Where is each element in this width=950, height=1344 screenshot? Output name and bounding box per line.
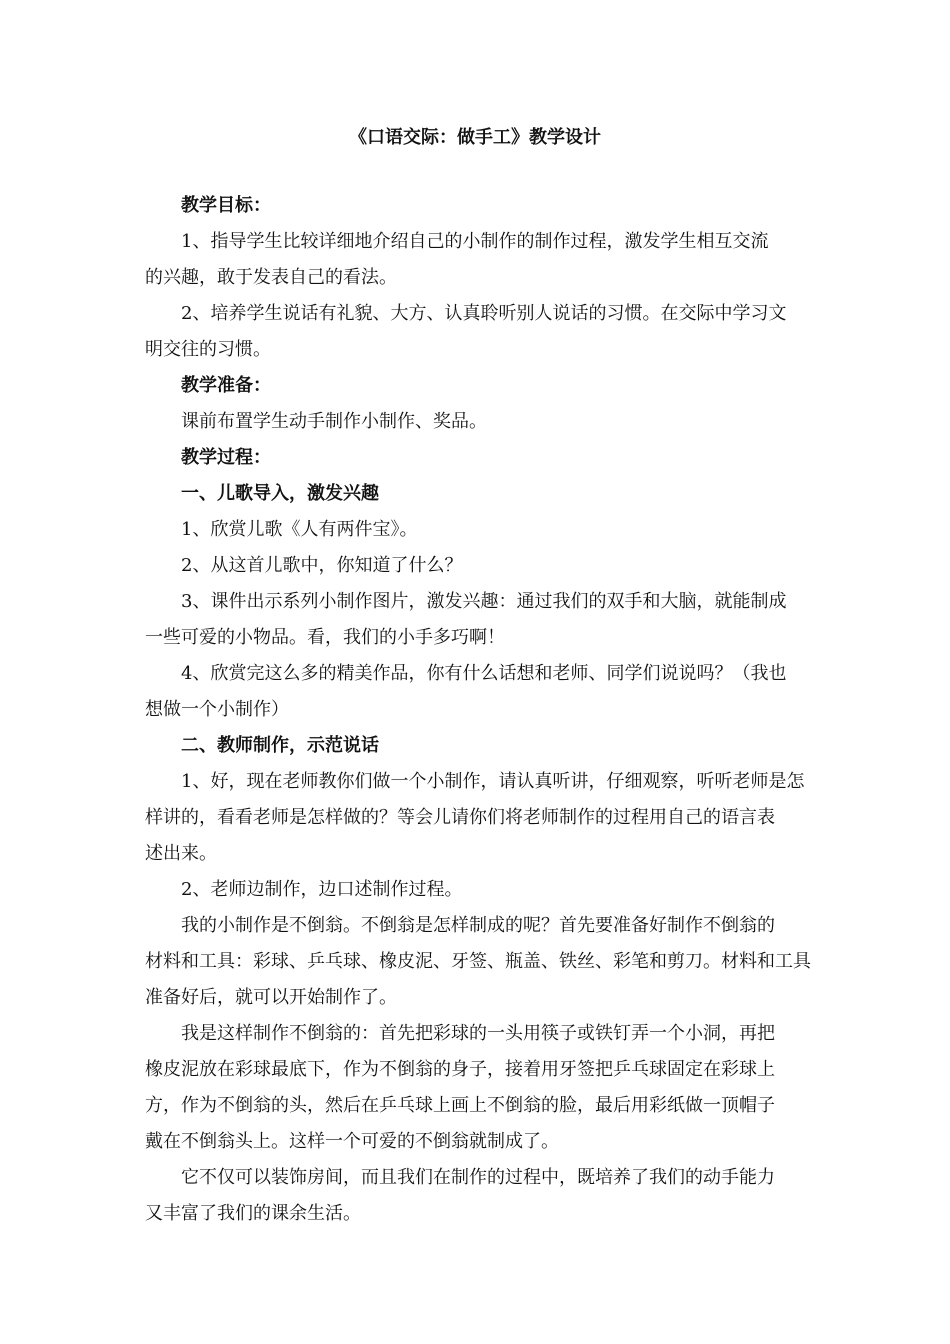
paragraph-line: 戴在不倒翁头上。这样一个可爱的不倒翁就制成了。 bbox=[145, 1131, 559, 1152]
paragraph-line: 准备好后，就可以开始制作了。 bbox=[145, 987, 397, 1008]
paragraph-line: 1、好，现在老师教你们做一个小制作，请认真听讲，仔细观察，听听老师是怎 bbox=[181, 771, 805, 792]
paragraph-line: 方，作为不倒翁的头，然后在乒乓球上画上不倒翁的脸，最后用彩纸做一顶帽子 bbox=[145, 1095, 775, 1116]
paragraph-line: 它不仅可以装饰房间，而且我们在制作的过程中，既培养了我们的动手能力 bbox=[181, 1167, 775, 1188]
paragraph-line: 明交往的习惯。 bbox=[145, 339, 271, 360]
paragraph-line: 1、欣赏儿歌《人有两件宝》。 bbox=[181, 519, 418, 540]
paragraph-line: 又丰富了我们的课余生活。 bbox=[145, 1203, 361, 1224]
paragraph-line: 材料和工具：彩球、乒乓球、橡皮泥、牙签、瓶盖、铁丝、彩笔和剪刀。材料和工具 bbox=[145, 951, 811, 972]
paragraph-line: 样讲的，看看老师是怎样做的？等会儿请你们将老师制作的过程用自己的语言表 bbox=[145, 807, 775, 828]
section-heading: 教学准备： bbox=[181, 375, 271, 396]
section-heading: 二、教师制作，示范说话 bbox=[181, 735, 379, 756]
paragraph-line: 2、老师边制作，边口述制作过程。 bbox=[181, 879, 463, 900]
document-title: 《口语交际：做手工》教学设计 bbox=[349, 127, 601, 148]
section-heading: 一、儿歌导入，激发兴趣 bbox=[181, 483, 379, 504]
paragraph-line: 4、欣赏完这么多的精美作品，你有什么话想和老师、同学们说说吗？（我也 bbox=[181, 663, 787, 684]
paragraph-line: 2、从这首儿歌中，你知道了什么？ bbox=[181, 555, 463, 576]
section-heading: 教学目标： bbox=[181, 195, 271, 216]
section-heading: 教学过程： bbox=[181, 447, 271, 468]
paragraph-line: 一些可爱的小物品。看，我们的小手多巧啊！ bbox=[145, 627, 505, 648]
paragraph-line: 2、培养学生说话有礼貌、大方、认真聆听别人说话的习惯。在交际中学习文 bbox=[181, 303, 787, 324]
paragraph-line: 想做一个小制作） bbox=[145, 699, 289, 720]
paragraph-line: 课前布置学生动手制作小制作、奖品。 bbox=[181, 411, 487, 432]
document-body bbox=[145, 188, 809, 1232]
paragraph-line: 我的小制作是不倒翁。不倒翁是怎样制成的呢？首先要准备好制作不倒翁的 bbox=[181, 915, 775, 936]
paragraph-line: 我是这样制作不倒翁的：首先把彩球的一头用筷子或铁钉弄一个小洞，再把 bbox=[181, 1023, 775, 1044]
paragraph-line: 橡皮泥放在彩球最底下，作为不倒翁的身子，接着用牙签把乒乓球固定在彩球上 bbox=[145, 1059, 775, 1080]
paragraph-line: 述出来。 bbox=[145, 843, 217, 864]
paragraph-line: 3、课件出示系列小制作图片，激发兴趣：通过我们的双手和大脑，就能制成 bbox=[181, 591, 787, 612]
paragraph-line: 的兴趣，敢于发表自己的看法。 bbox=[145, 267, 397, 288]
paragraph-line: 1、指导学生比较详细地介绍自己的小制作的制作过程，激发学生相互交流 bbox=[181, 231, 769, 252]
